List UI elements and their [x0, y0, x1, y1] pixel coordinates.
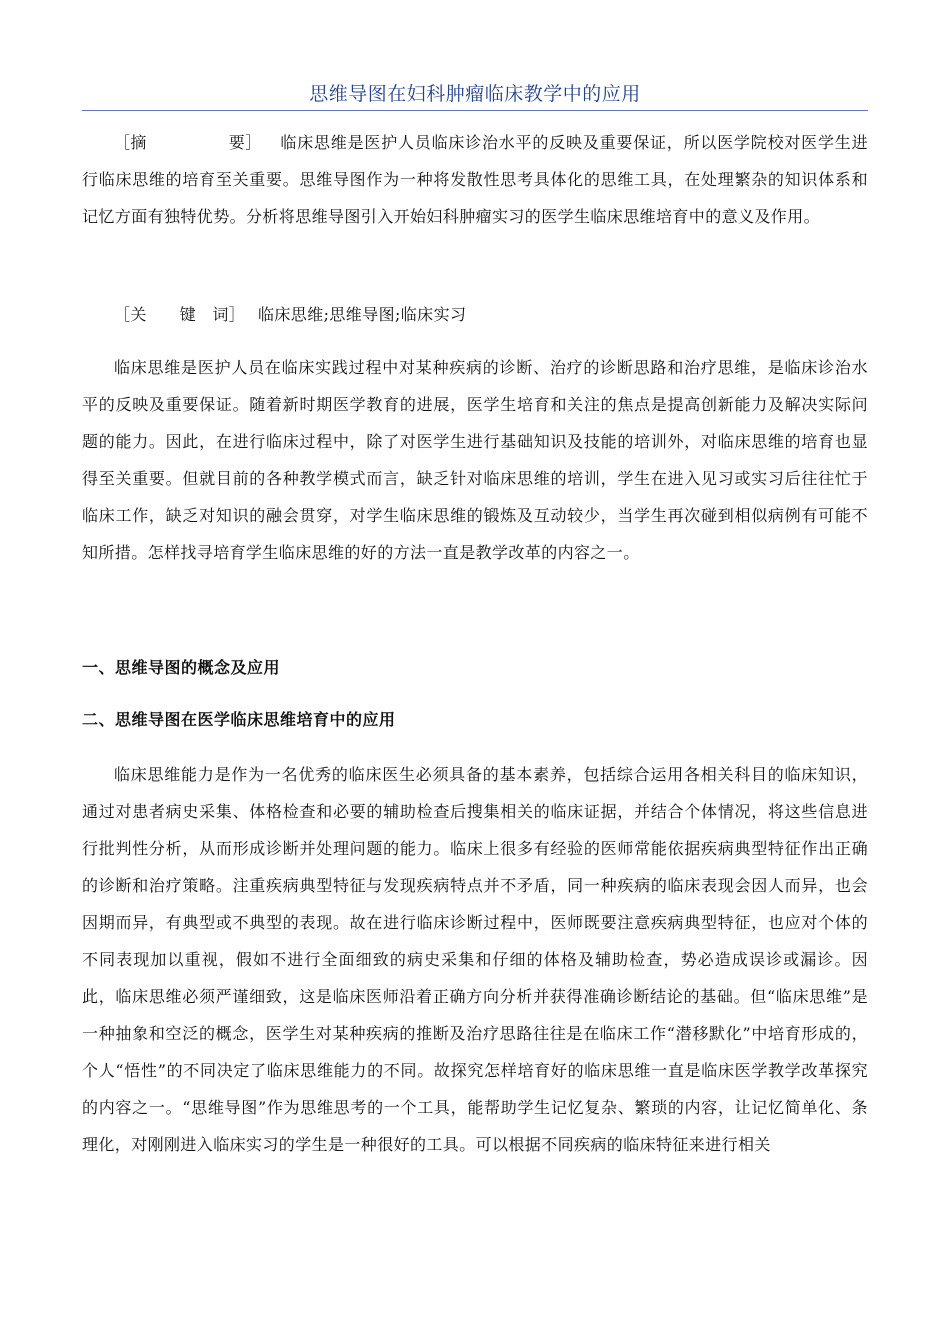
section-heading-2: 二、思维导图在医学临床思维培育中的应用 [82, 710, 396, 729]
document-title: 思维导图在妇科肿瘤临床教学中的应用 [309, 83, 641, 105]
intro-paragraph: 临床思维是医护人员在临床实践过程中对某种疾病的诊断、治疗的诊断思路和治疗思维，是临床诊治水平的反映及重要保证。随着新时期医学教育的进展，医学生培育和关注的焦点是提高创新能力及解决实际问题的能力。因此，在进行临床过程中，除了对医学生进行基础知识及技能的培训外，对临床思维的培育也显得至关重要。但就目前的各种教学模式而言，缺乏针对临床思维的培训，学生在进入见习或实习后往往忙于临床工作，缺乏对知识的融会贯穿，对学生临床思维的锻炼及互动较少，当学生再次碰到相似病例有可能不知所措。怎样找寻培育学生临床思维的好的方法一直是教学改革的内容之一。 [82, 358, 868, 562]
keywords-paragraph [82, 296, 868, 333]
section2-paragraph: 临床思维能力是作为一名优秀的临床医生必须具备的基本素养，包括综合运用各相关科目的临床知识，通过对患者病史采集、体格检查和必要的辅助检查后搜集相关的临床证据，并结合个体情况，将这些信息进行批判性分析，从而形成诊断并处理问题的能力。临床上很多有经验的医师常能依据疾病典型特征作出正确的诊断和治疗策略。注重疾病典型特征与发现疾病特点并不矛盾，同一种疾病的临床表现会因人而异，也会因期而异，有典型或不典型的表现。故在进行临床诊断过程中，医师既要注意疾病典型特征，也应对个体的不同表现加以重视，假如不进行全面细致的病史采集和仔细的体格及辅助检查，势必造成误诊或漏诊。因此，临床思维必须严谨细致，这是临床医师沿着正确方向分析并获得准确诊断结论的基础。但“临床思维”是一种抽象和空泛的概念，医学生对某种疾病的推断及治疗思路往往是在临床工作“潜移默化”中培育形成的，个人“悟性”的不同决定了临床思维能力的不同。故探究怎样培育好的临床思维一直是临床医学教学改革探究的内容之一。“思维导图”作为思维思考的一个工具，能帮助学生记忆复杂、繁琐的内容，让记忆简单化、条理化，对刚刚进入临床实习的学生是一种很好的工具。可以根据不同疾病的临床特征来进行相关 [82, 765, 868, 1154]
section-heading-1: 一、思维导图的概念及应用 [82, 658, 281, 677]
keywords-text: 临床思维;思维导图;临床实习 [258, 305, 467, 324]
abstract-paragraph [82, 124, 868, 235]
abstract-text: 临床思维是医护人员临床诊治水平的反映及重要保证，所以医学院校对医学生进行临床思维的培育至关重要。思维导图作为一种将发散性思考具体化的思维工具，在处理繁杂的知识体系和记忆方面有独特优势。分析将思维导图引入开始妇科肿瘤实习的医学生临床思维培育中的意义及作用。 [82, 133, 868, 226]
abstract-label: ［摘 要］ [114, 133, 262, 152]
title-underline [82, 110, 868, 111]
keywords-label: ［关 键 词］ [114, 305, 246, 324]
